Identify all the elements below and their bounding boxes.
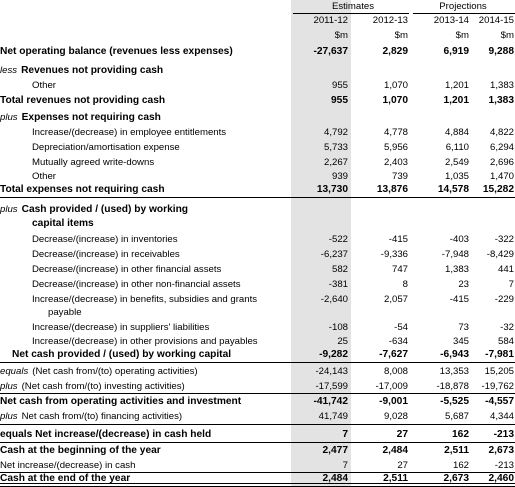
group-header-projections: Projections <box>439 1 487 12</box>
row-label: Decrease/(increase) in other financial assets <box>32 264 222 275</box>
cell-value: -32 <box>500 322 514 333</box>
cell-value: -27,637 <box>313 46 348 57</box>
cell-value: 2,673 <box>488 445 514 456</box>
table-row <box>0 443 515 458</box>
cell-value: 23 <box>458 279 469 290</box>
cell-value: 2,267 <box>323 157 348 168</box>
row-prefix: plus <box>0 381 18 392</box>
row-label: Increase/(decrease) in benefits, subsidies and grants <box>32 294 258 305</box>
cell-value: -9,001 <box>379 396 408 407</box>
row-prefix: less <box>0 65 18 76</box>
cell-value: -415 <box>449 294 469 305</box>
cell-value: 4,778 <box>383 127 408 138</box>
row-label: Cash at the beginning of the year <box>0 445 161 456</box>
cell-value: 2,673 <box>443 473 469 484</box>
table-row <box>0 125 515 140</box>
cell-value: -19,762 <box>481 381 514 392</box>
cell-value: 9,288 <box>488 46 514 57</box>
row-label: Other <box>32 80 56 91</box>
cell-value: 1,383 <box>444 264 469 275</box>
row-label: Total expenses not requiring cash <box>0 184 165 195</box>
cell-value: -9,336 <box>380 249 408 260</box>
section-heading <box>0 110 515 125</box>
row-prefix: plus <box>0 204 18 215</box>
cell-value: 41,749 <box>318 411 348 422</box>
cell-value: 4,792 <box>323 127 348 138</box>
table-row <box>0 379 515 394</box>
cell-value: 5,733 <box>323 142 348 153</box>
cell-value: -54 <box>394 322 408 333</box>
cell-value: -415 <box>388 234 408 245</box>
row-label: Cash provided / (used) by working <box>21 204 189 215</box>
year-header-row <box>0 13 515 28</box>
cell-value: -17,599 <box>315 381 348 392</box>
cell-value: -2,640 <box>320 294 348 305</box>
table-row <box>0 409 515 424</box>
cell-value: -213 <box>494 460 514 471</box>
row-label: Total revenues not providing cash <box>0 95 166 106</box>
row-prefix: plus <box>0 411 18 422</box>
row-label: Increase/(decrease) in suppliers' liabilities <box>32 322 210 333</box>
divider <box>0 424 515 425</box>
table-row-total <box>0 347 515 362</box>
cell-value: 2,057 <box>383 294 408 305</box>
cell-value: 2,511 <box>444 445 469 456</box>
cell-value: -6,237 <box>320 249 348 260</box>
section-heading <box>0 202 515 217</box>
cell-value: 1,070 <box>382 95 408 106</box>
section-heading-continued <box>0 216 515 231</box>
cell-value: -229 <box>494 294 514 305</box>
row-label: Revenues not providing cash <box>21 65 164 76</box>
table-row <box>0 364 515 379</box>
cell-value: 8,008 <box>383 366 408 377</box>
cell-value: 1,383 <box>489 80 514 91</box>
cell-value: -18,878 <box>436 381 469 392</box>
section-heading <box>0 63 515 78</box>
cell-value: 2,403 <box>383 157 408 168</box>
unit-header-row <box>0 28 515 43</box>
cell-value: 345 <box>452 336 469 347</box>
table-row <box>0 232 515 247</box>
unit-header: $m <box>455 30 469 41</box>
cell-value: 747 <box>391 264 408 275</box>
cell-value: 27 <box>397 460 408 471</box>
cell-value: 162 <box>452 460 469 471</box>
table-row-total <box>0 93 515 108</box>
cell-value: 4,344 <box>489 411 514 422</box>
table-row-total <box>0 427 515 442</box>
cell-value: 15,282 <box>482 184 514 195</box>
cell-value: 2,511 <box>383 473 408 484</box>
cell-value: 25 <box>337 336 348 347</box>
cell-value: 582 <box>331 264 348 275</box>
table-row-net-operating-balance <box>0 44 515 59</box>
row-label: Net increase/(decrease) in cash <box>0 460 136 471</box>
cell-value: -8,429 <box>486 249 514 260</box>
row-label: Net cash from/(to) financing activities) <box>21 411 183 422</box>
table-row <box>0 140 515 155</box>
cell-value: 15,205 <box>484 366 514 377</box>
table-row <box>0 262 515 277</box>
cell-value: -7,627 <box>379 349 408 360</box>
table-row <box>0 277 515 292</box>
cell-value: 8 <box>402 279 408 290</box>
cell-value: -403 <box>449 234 469 245</box>
cell-value: 27 <box>396 429 408 440</box>
cell-value: 14,578 <box>437 184 469 195</box>
cell-value: 7 <box>342 460 348 471</box>
row-label: Increase/(decrease) in other provisions and payables <box>32 336 258 347</box>
row-label: payable <box>48 307 82 318</box>
cell-value: 13,730 <box>316 184 348 195</box>
unit-header: $m <box>500 30 514 41</box>
cell-value: 2,484 <box>322 473 348 484</box>
cell-value: -17,009 <box>375 381 408 392</box>
group-header-estimates: Estimates <box>331 1 375 12</box>
cell-value: -7,981 <box>485 349 514 360</box>
cell-value: -6,943 <box>440 349 469 360</box>
cell-value: -4,557 <box>485 396 514 407</box>
cell-value: 5,956 <box>383 142 408 153</box>
cell-value: 162 <box>452 429 469 440</box>
row-label: Decrease/(increase) in receivables <box>32 249 180 260</box>
cell-value: -381 <box>328 279 348 290</box>
table-row <box>0 78 515 93</box>
row-label: Expenses not requiring cash <box>21 112 161 123</box>
cell-value: 584 <box>497 336 514 347</box>
row-label: (Net cash from/(to) investing activities) <box>21 381 185 392</box>
cell-value: 441 <box>497 264 514 275</box>
cell-value: 2,484 <box>382 445 408 456</box>
cell-value: 5,687 <box>444 411 469 422</box>
row-label: Net cash provided / (used) by working capital <box>12 349 232 360</box>
cell-value: 939 <box>331 171 348 182</box>
cell-value: -322 <box>494 234 514 245</box>
row-label: Mutually agreed write-downs <box>32 157 155 168</box>
unit-header: $m <box>394 30 408 41</box>
year-header: 2014-15 <box>478 15 514 26</box>
cell-value: -108 <box>328 322 348 333</box>
row-label: capital items <box>32 218 94 229</box>
table-row-total <box>0 394 515 409</box>
cell-value: 2,696 <box>489 157 514 168</box>
cell-value: 4,822 <box>489 127 514 138</box>
table-row-continued <box>0 305 515 320</box>
row-label: Other <box>32 171 56 182</box>
row-label: Decrease/(increase) in inventories <box>32 234 178 245</box>
cell-value: 2,549 <box>444 157 469 168</box>
cell-value: 9,028 <box>383 411 408 422</box>
cell-value: 1,201 <box>444 80 469 91</box>
year-header: 2011-12 <box>313 15 348 26</box>
cell-value: -634 <box>388 336 408 347</box>
table-row <box>0 320 515 335</box>
row-label: Net operating balance (revenues less expenses) <box>0 46 233 57</box>
cell-value: 2,829 <box>382 46 408 57</box>
year-header: 2012-13 <box>372 15 408 26</box>
cell-value: -7,948 <box>441 249 469 260</box>
row-label: equals Net increase/(decrease) in cash held <box>0 429 212 440</box>
row-label: Decrease/(increase) in other non-financial assets <box>32 279 241 290</box>
cell-value: 1,470 <box>489 171 514 182</box>
table-row <box>0 155 515 170</box>
cell-value: 7 <box>508 279 514 290</box>
cell-value: 1,035 <box>444 171 469 182</box>
cell-value: 7 <box>342 429 348 440</box>
row-label: Net cash from operating activities and investment <box>0 396 242 407</box>
row-label: Cash at the end of the year <box>0 473 131 484</box>
cell-value: 1,201 <box>443 95 469 106</box>
cell-value: -24,143 <box>315 366 348 377</box>
cell-value: -5,525 <box>440 396 469 407</box>
table-row <box>0 247 515 262</box>
cell-value: 6,919 <box>443 46 469 57</box>
table-row-total <box>0 182 515 197</box>
cell-value: 1,383 <box>488 95 514 106</box>
unit-header: $m <box>334 30 348 41</box>
cell-value: 13,353 <box>439 366 469 377</box>
cell-value: 2,460 <box>488 473 514 484</box>
cell-value: -41,742 <box>313 396 348 407</box>
cell-value: -9,282 <box>319 349 348 360</box>
divider <box>0 483 515 487</box>
divider <box>0 362 515 363</box>
cell-value: -522 <box>328 234 348 245</box>
cell-value: 73 <box>458 322 469 333</box>
cell-value: 955 <box>331 80 348 91</box>
divider <box>0 197 515 198</box>
cell-value: 739 <box>391 171 408 182</box>
cell-value: -213 <box>493 429 514 440</box>
cell-value: 1,070 <box>383 80 408 91</box>
row-label: Depreciation/amortisation expense <box>32 142 180 153</box>
row-label: Increase/(decrease) in employee entitlements <box>32 127 227 138</box>
cell-value: 955 <box>331 95 348 106</box>
year-header: 2013-14 <box>433 15 469 26</box>
row-label: (Net cash from/(to) operating activities) <box>32 366 198 377</box>
cell-value: 6,110 <box>445 142 469 153</box>
row-prefix: equals <box>0 366 29 377</box>
row-prefix: plus <box>0 112 18 123</box>
cell-value: 6,294 <box>489 142 514 153</box>
cell-value: 13,876 <box>376 184 408 195</box>
cell-value: 2,477 <box>322 445 348 456</box>
cell-value: 4,884 <box>444 127 469 138</box>
